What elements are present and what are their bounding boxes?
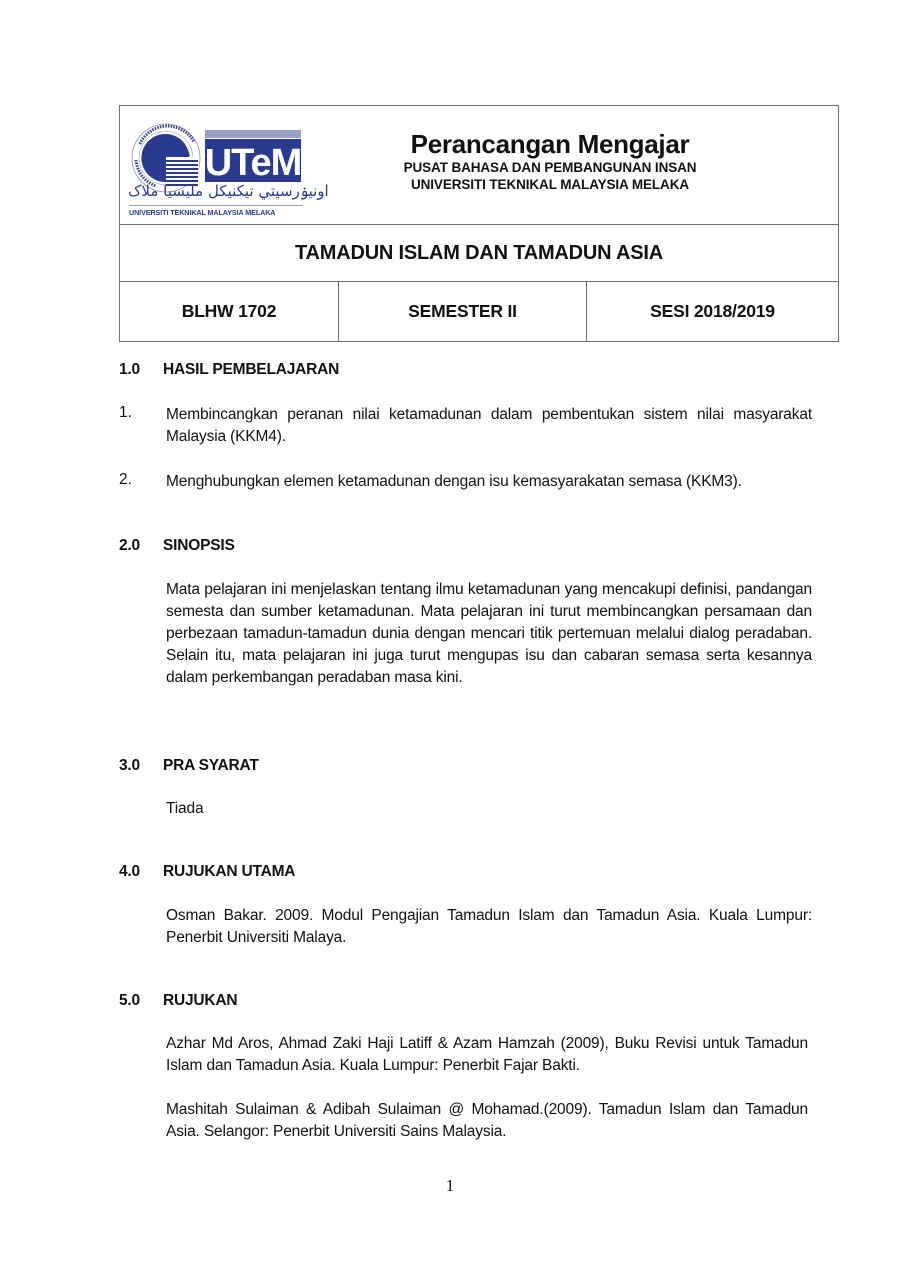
prerequisite-text: Tiada <box>166 800 204 817</box>
section-heading-2 <box>119 537 235 555</box>
section-number: 2.0 <box>119 537 140 554</box>
section-heading-5 <box>119 992 237 1010</box>
section-heading-3 <box>119 757 259 775</box>
main-reference: Osman Bakar. 2009. Modul Pengajian Tamadun Islam dan Tamadun Asia. Kuala Lumpur: Penerbit Universiti Malaya. <box>166 907 812 946</box>
course-name: TAMADUN ISLAM DAN TAMADUN ASIA <box>294 241 664 264</box>
course-code: BLHW 1702 <box>120 282 339 341</box>
list-item-number: 2. <box>119 471 132 488</box>
course-info-row <box>120 282 838 341</box>
section-title: SINOPSIS <box>163 537 235 554</box>
logo-jawi-text: اونيۏرسيتي تيکنيکل مليسيا ملاک <box>128 182 329 200</box>
utem-logo <box>126 120 329 220</box>
section-title: PRA SYARAT <box>163 757 259 774</box>
section-title: HASIL PEMBELAJARAN <box>163 361 340 378</box>
section-heading-4 <box>119 863 295 881</box>
semester: SEMESTER II <box>339 282 587 341</box>
section-number: 3.0 <box>119 757 140 774</box>
utem-wordmark: UTeM <box>204 142 302 184</box>
header-top-row <box>120 106 838 225</box>
department-name: PUSAT BAHASA DAN PEMBANGUNAN INSAN <box>403 160 697 175</box>
learning-outcome-1: Membincangkan peranan nilai ketamadunan dalam pembentukan sistem nilai masyarakat Malaysia (KKM4). <box>166 406 812 445</box>
logo-university-name: UNIVERSITI TEKNIKAL MALAYSIA MELAKA <box>129 208 276 217</box>
section-number: 5.0 <box>119 992 140 1009</box>
reference-item: Mashitah Sulaiman & Adibah Sulaiman @ Mohamad.(2009). Tamadun Islam dan Tamadun Asia. Selangor: Penerbit Universiti Sains Malaysia. <box>166 1101 808 1140</box>
section-number: 4.0 <box>119 863 140 880</box>
section-title: RUJUKAN UTAMA <box>163 863 296 880</box>
course-name-row <box>120 225 838 282</box>
section-title: RUJUKAN <box>163 992 238 1009</box>
learning-outcome-2: Menghubungkan elemen ketamadunan dengan isu kemasyarakatan semasa (KKM3). <box>166 473 742 490</box>
section-heading-1 <box>119 361 339 379</box>
reference-item: Azhar Md Aros, Ahmad Zaki Haji Latiff & Azam Hamzah (2009), Buku Revisi untuk Tamadun Islam dan Tamadun Asia. Kuala Lumpur: Penerbit Fajar Bakti. <box>166 1035 808 1074</box>
document-title: Perancangan Mengajar <box>410 129 690 159</box>
logo-divider <box>129 205 303 206</box>
university-name: UNIVERSITI TEKNIKAL MALAYSIA MELAKA <box>410 177 690 192</box>
synopsis-text: Mata pelajaran ini menjelaskan tentang ilmu ketamadunan yang mencakupi definisi, pandangan semesta dan sumber ketamadunan. Mata pelajaran ini turut membincangkan persamaan dan perbezaan tamadun-tamadun dunia dengan mencari titik pertemuan melalui dialog peradaban. Selain itu, mata pelajaran ini juga turut mengupas isu dan cabaran semasa serta kesannya dalam perkembangan peradaban masa kini. <box>166 581 812 686</box>
list-item-number: 1. <box>119 404 132 421</box>
section-number: 1.0 <box>119 361 140 378</box>
page-number: 1 <box>445 1176 455 1195</box>
session: SESI 2018/2019 <box>650 301 775 321</box>
header-table <box>119 105 839 342</box>
title-block <box>385 129 715 193</box>
